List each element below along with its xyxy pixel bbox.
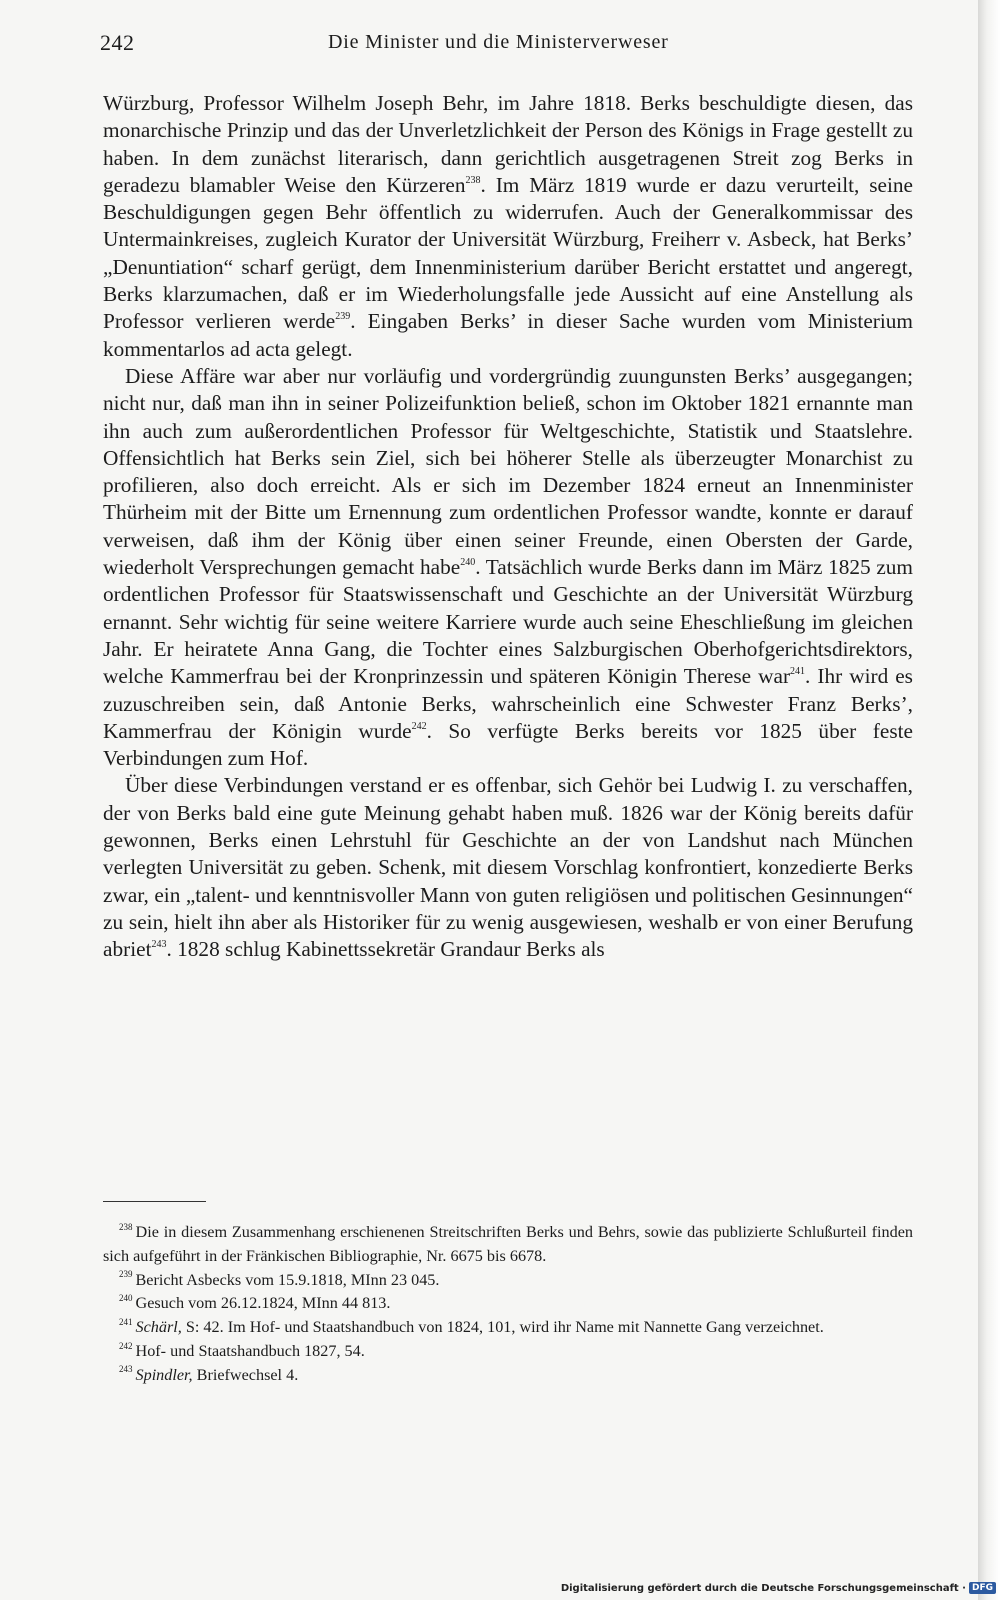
footnote-238: $^{238}$ Die in diesem Zusammenhang erschienenen Streitschriften Berks und Behrs, sowie das publizierte Schlußurteil finden sich aufgeführt in der Fränkischen Bibliographie, Nr. 6675 bis 6678.	[103, 1221, 913, 1265]
footnote-ref-243[interactable]: 243	[151, 939, 167, 951]
footnote-ref-241[interactable]: 241	[790, 666, 806, 678]
footnote-divider	[103, 1201, 206, 1202]
body-text	[103, 90, 913, 964]
footnote-ref-242[interactable]: 242	[411, 720, 427, 732]
credit-text: Digitalisierung gefördert durch die Deutsche Forschungsgemeinschaft ·	[560, 1582, 966, 1594]
footnote-242: $^{242}$ Hof- und Staatshandbuch 1827, 54.	[119, 1340, 365, 1360]
footnote-ref-239[interactable]: 239	[335, 311, 351, 323]
footnote-239: $^{239}$ Bericht Asbecks vom 15.9.1818, MInn 23 045.	[119, 1269, 440, 1289]
footnote-ref-238[interactable]: 238	[465, 174, 481, 186]
running-title: Die Minister und die Ministerverweser	[328, 31, 669, 53]
footnote-241: $^{241}$ Schärl, S: 42. Im Hof- und Staatshandbuch von 1824, 101, wird ihr Name mit Nannette Gang verzeichnet.	[119, 1316, 824, 1337]
page-number: 242	[100, 30, 135, 55]
dfg-logo-icon: DFG	[969, 1582, 996, 1594]
footnotes	[103, 1221, 913, 1388]
running-head	[100, 30, 880, 60]
paragraph-2: Diese Affäre war aber nur vorläufig und vordergründig zuungunsten Berks’ ausgegangen; nicht nur, daß man ihn in seiner Polizeifunktion beließ, schon im Oktober 1821 ernannte man ihn auch zum außerordentlichen Professor für Weltgeschichte, Statistik und Staatslehre. Offensichtlich hat Berks sein Ziel, sich bei höherer Stelle als überzeugter Monarchist zu profilieren, also doch erreicht. Als er sich im Dezember 1824 erneut an Innenminister Thürheim mit der Bitte um Ernennung zum ordentlichen Professor wandte, konnte er darauf verweisen, daß ihm der König über einen seiner Freunde, einen Obersten der Garde, wiederholt Versprechungen gemacht habe$^{240}$. Tatsächlich wurde Berks dann im März 1825 zum ordentlichen Professor für Staatswissenschaft und Geschichte an der Universität Würzburg ernannt. Sehr wichtig für seine weitere Karriere wurde auch seine Eheschließung im gleichen Jahr. Er heiratete Anna Gang, die Tochter eines Salzburgischen Oberhofgerichtsdirektors, welche Kammerfrau bei der Kronprinzessin und späteren Königin Therese war$^{241}$. Ihr wird es zuzuschreiben sein, daß Antonie Berks, wahrscheinlich eine Schwester Franz Berks’, Kammerfrau der Königin wurde$^{242}$. So verfügte Berks bereits vor 1825 über feste Verbindungen zum Hof.	[103, 363, 913, 771]
paragraph-3: Über diese Verbindungen verstand er es offenbar, sich Gehör bei Ludwig I. zu verschaffen, der von Berks bald eine gute Meinung gehabt haben muß. 1826 war der König bereits dafür gewonnen, Berks einen Lehrstuhl für Geschichte an der von Landshut nach München verlegten Universität zu geben. Schenk, mit diesem Vorschlag konfrontiert, konzedierte Berks zwar, ein „talent- und kenntnisvoller Mann von guten religiösen und politischen Gesinnungen“ zu sein, hielt ihn aber als Historiker für zu wenig ausgewiesen, weshalb er von einer Berufung abriet$^{243}$. 1828 schlug Kabinettssekretär Grandaur Berks als	[103, 773, 913, 962]
paragraph-1: Würzburg, Professor Wilhelm Joseph Behr, im Jahre 1818. Berks beschuldigte diesen, das monarchische Prinzip und das der Unverletzlichkeit der Person des Königs in Frage gestellt zu haben. In dem zunächst literarisch, dann gerichtlich ausgetragenen Streit zog Berks in geradezu blamabler Weise den Kürzeren$^{238}$. Im März 1819 wurde er dazu verurteilt, seine Beschuldigungen gegen Behr öffentlich zu widerrufen. Auch der Generalkommissar des Untermainkreises, zugleich Kurator der Universität Würzburg, Freiherr v. Asbeck, hat Berks’ „Denuntiation“ scharf gerügt, dem Innenministerium darüber Bericht erstattet und angeregt, Berks klarzumachen, daß er im Wiederholungsfalle jede Aussicht auf eine Anstellung als Professor verlieren werde$^{239}$. Eingaben Berks’ in dieser Sache wurden vom Ministerium kommentarlos ad acta gelegt.	[103, 91, 913, 361]
footnote-243: $^{243}$ Spindler, Briefwechsel 4.	[119, 1364, 299, 1384]
page-edge-shadow	[978, 0, 1000, 1600]
footnote-ref-240[interactable]: 240	[460, 556, 476, 568]
footnote-240: $^{240}$ Gesuch vom 26.12.1824, MInn 44 813.	[119, 1293, 391, 1313]
digitization-credit	[561, 1582, 996, 1594]
